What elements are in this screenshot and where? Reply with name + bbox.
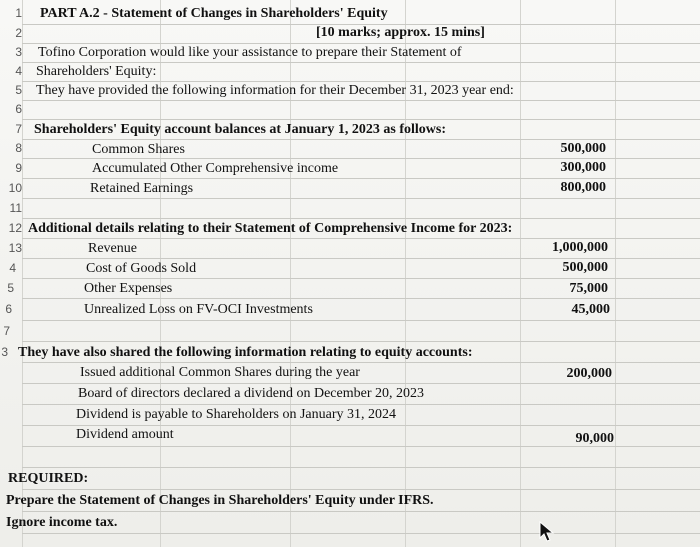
row-divider [22,467,700,468]
declared-line: Board of directors declared a dividend on December 20, 2023 [78,386,424,401]
row-number: 5 [7,281,14,295]
row-divider [22,341,700,342]
row-number: 6 [15,102,22,116]
row-number: 6 [5,302,12,316]
income-label: Revenue [88,241,137,256]
row-divider [22,404,700,405]
required-line: Prepare the Statement of Changes in Shareholders' Equity under IFRS. [6,493,434,508]
row-divider [22,383,700,384]
required-heading: REQUIRED: [8,471,89,486]
row-divider [22,278,700,279]
row-number: 10 [8,181,22,195]
row-number: 7 [15,122,22,136]
income-label: Unrealized Loss on FV-OCI Investments [84,302,313,317]
column-divider [22,0,23,547]
row-divider [22,119,700,120]
row-number: 2 [15,26,22,40]
balance-value: 500,000 [560,141,606,156]
row-divider [22,218,700,219]
row-divider [22,198,700,199]
balance-label: Accumulated Other Comprehensive income [92,161,339,176]
page-title: PART A.2 - Statement of Changes in Shareholders' Equity [40,6,388,21]
row-number: 7 [3,324,10,338]
balance-value: 800,000 [560,180,606,195]
row-divider [22,511,700,512]
intro-line: Shareholders' Equity: [36,64,157,79]
marks-label: [10 marks; approx. 15 mins] [316,25,485,40]
row-number: 8 [15,141,22,155]
equity-heading: They have also shared the following information relating to equity accounts: [18,345,473,360]
row-number: 13 [8,241,22,255]
row-divider [22,320,700,321]
payable-line: Dividend is payable to Shareholders on January 31, 2024 [76,407,396,422]
income-label: Other Expenses [84,281,173,296]
issued-value: 200,000 [566,366,612,381]
balance-label: Common Shares [92,142,185,157]
row-number: 3 [15,45,22,59]
income-heading: Additional details relating to their Statement of Comprehensive Income for 2023: [28,221,513,236]
row-divider [22,100,700,101]
mouse-cursor-icon [538,520,556,542]
row-number: 9 [15,161,22,175]
row-divider [22,298,700,299]
income-value: 1,000,000 [552,240,608,255]
intro-line: They have provided the following information for their December 31, 2023 year end: [36,83,514,98]
balance-value: 300,000 [560,160,606,175]
required-line: Ignore income tax. [6,515,118,530]
row-number: 12 [8,221,22,235]
row-divider [22,533,700,534]
row-number: 4 [9,261,16,275]
row-divider [22,362,700,363]
income-value: 75,000 [569,281,608,296]
row-number: 3 [1,345,8,359]
balances-heading: Shareholders' Equity account balances at January 1, 2023 as follows: [34,122,446,137]
row-number: 5 [15,83,22,97]
column-divider [615,0,616,547]
intro-line: Tofino Corporation would like your assistance to prepare their Statement of [38,45,462,60]
dividend-value: 90,000 [575,431,614,446]
row-number: 11 [9,201,22,215]
income-value: 500,000 [562,260,608,275]
row-number: 1 [15,6,22,20]
income-value: 45,000 [571,302,610,317]
column-divider [520,0,521,547]
income-label: Cost of Goods Sold [86,261,197,276]
issued-label: Issued additional Common Shares during the year [80,365,360,380]
row-divider [22,489,700,490]
balance-label: Retained Earnings [90,181,194,196]
row-number: 4 [15,64,22,78]
dividend-label: Dividend amount [76,427,174,442]
